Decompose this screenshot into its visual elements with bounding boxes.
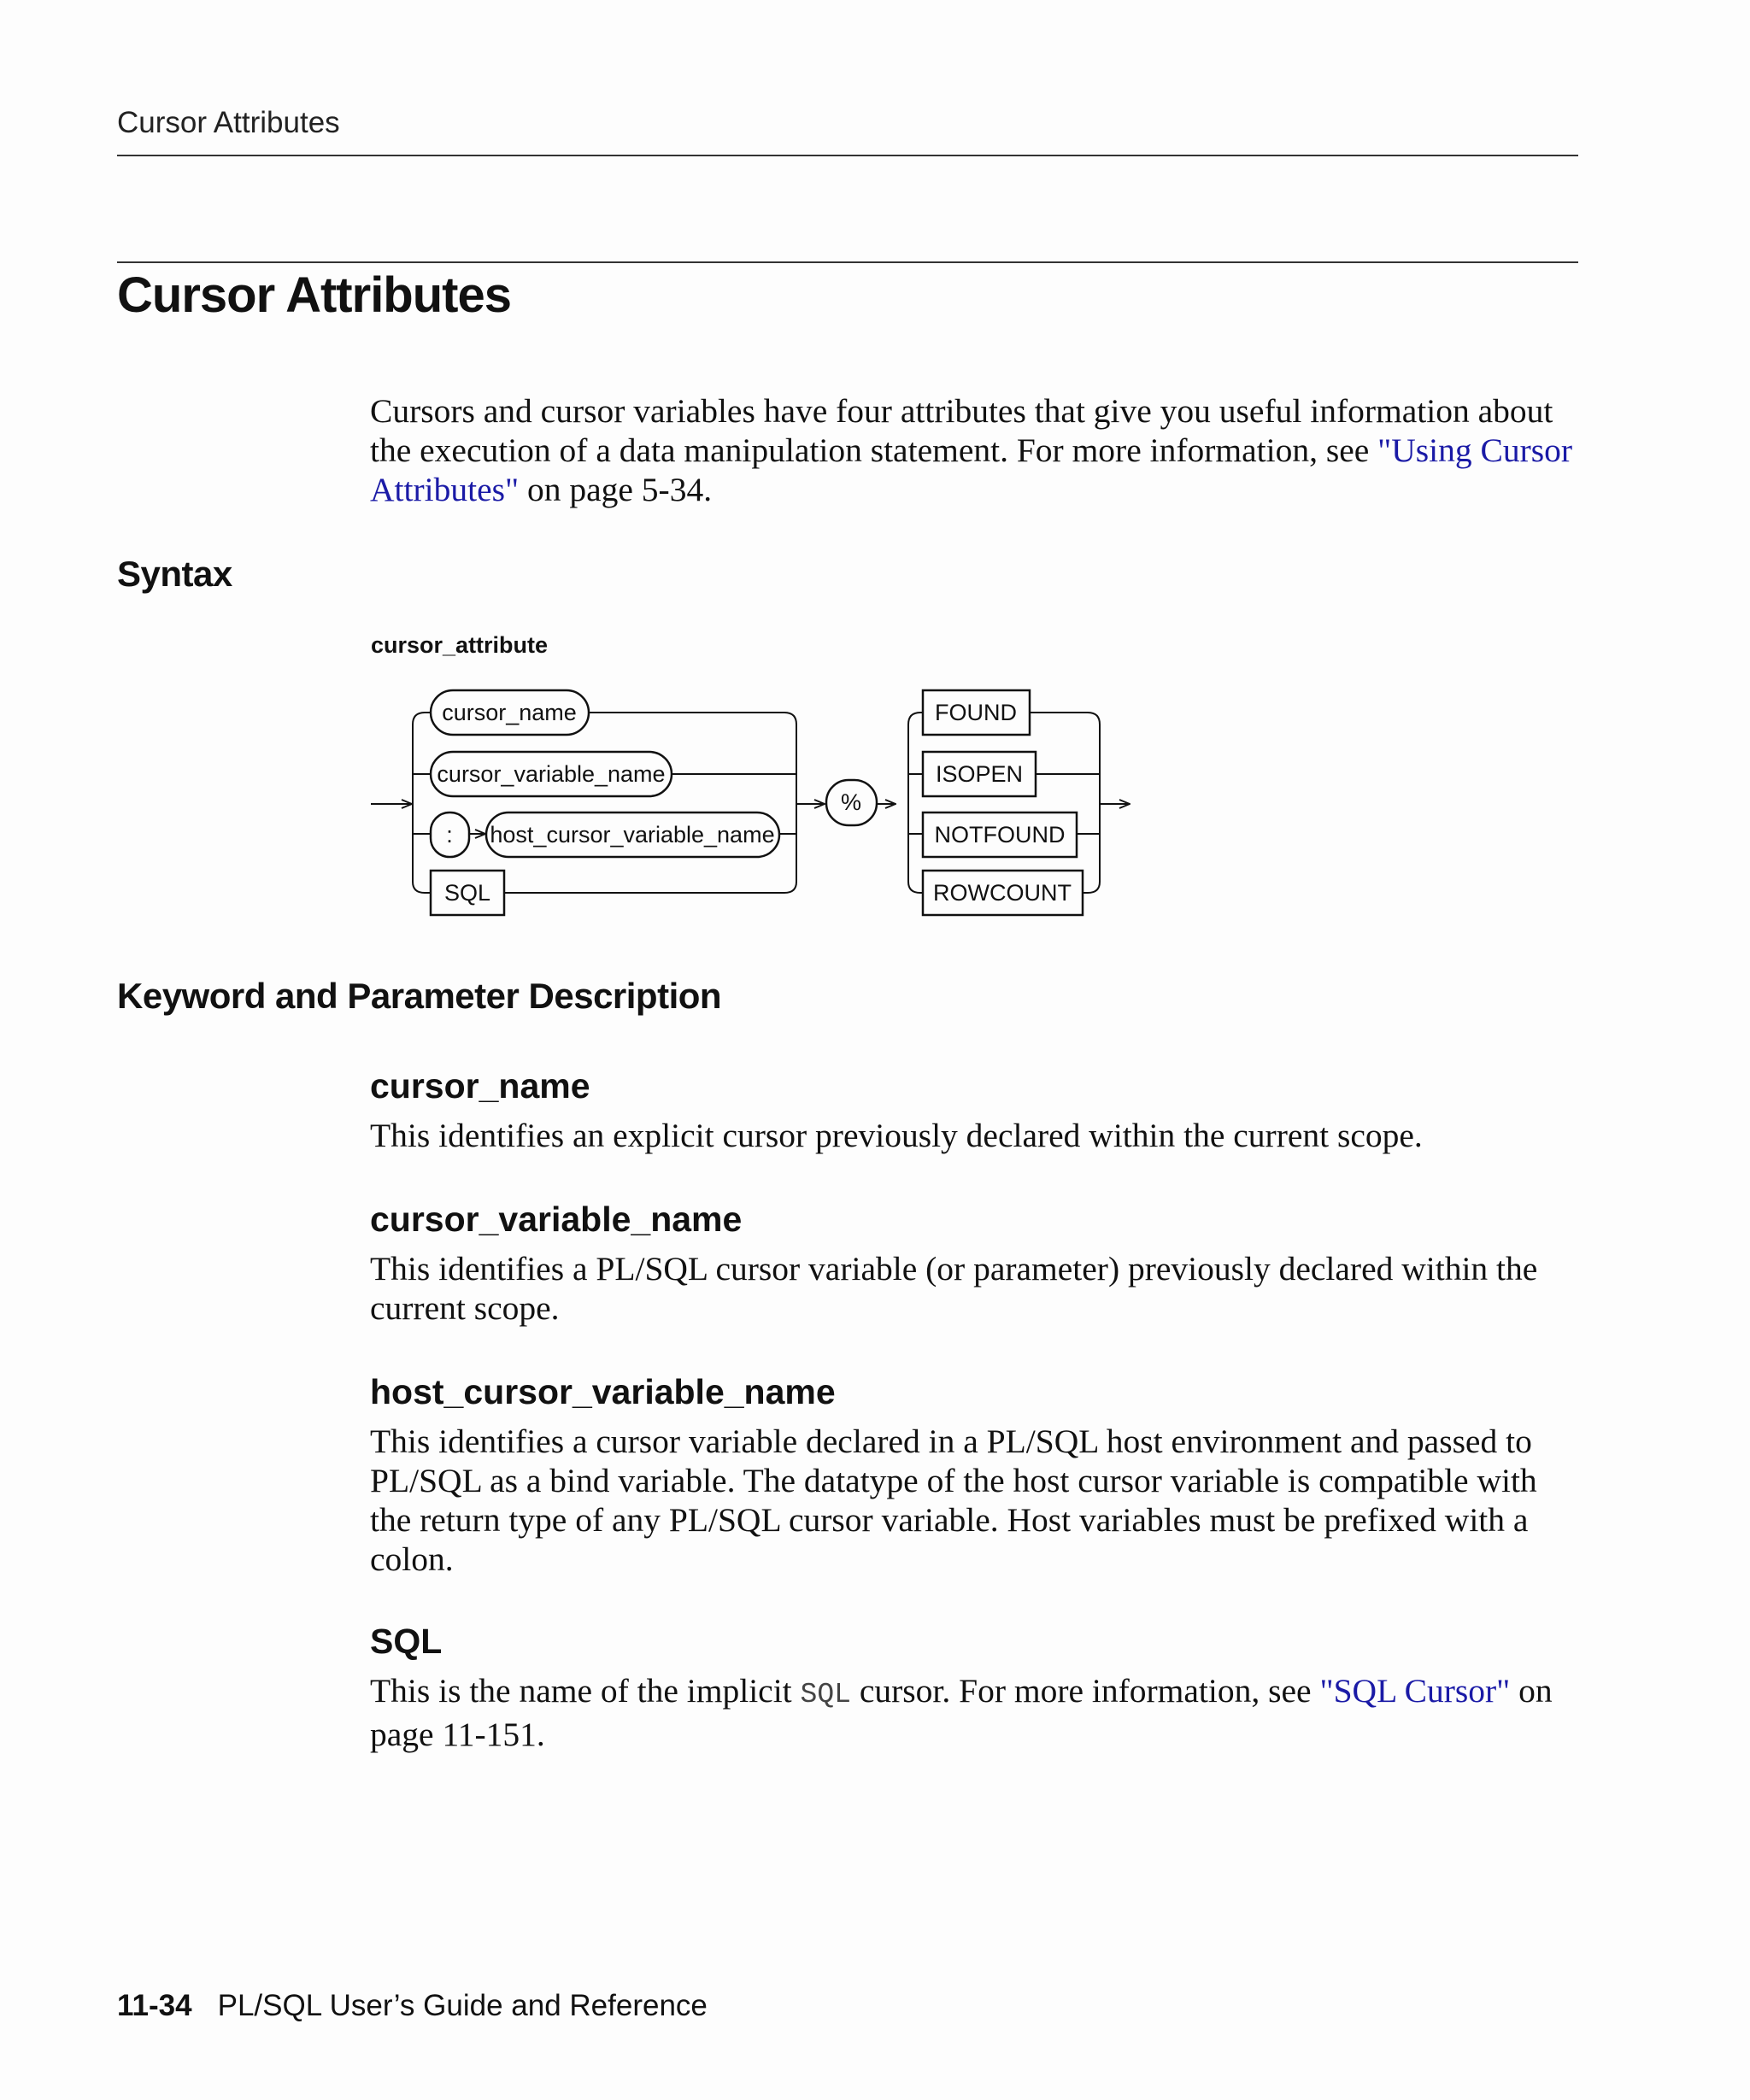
diagram-separator-label: % [840,789,862,815]
desc-sql [370,1671,1583,1754]
diagram-source-label: cursor_name [442,700,577,725]
diagram-node-cursor-name [431,690,589,735]
intro-text: Cursors and cursor variables have four attributes that give you useful information about the execution of a data manipulation statement. For more information, see [370,392,1553,469]
diagram-node-sql [431,871,504,915]
keywords-heading: Keyword and Parameter Description [117,976,722,1016]
diagram-attribute-label: ISOPEN [935,761,1024,787]
page-footer [117,1989,708,2023]
diagram-node-rowcount [923,871,1083,915]
diagram-attribute-label: FOUND [935,700,1017,725]
page-title: Cursor Attributes [117,267,511,323]
diagram-node-notfound [923,812,1077,857]
syntax-heading: Syntax [117,554,232,594]
sql-code: SQL [800,1679,851,1710]
desc-sql-page-ref: on page 11-151. [370,1672,1553,1753]
diagram-source-label: SQL [443,880,491,906]
term-sql: SQL [370,1622,443,1661]
diagram-attribute-label: ROWCOUNT [933,880,1072,906]
term-cursor-name: cursor_name [370,1066,590,1106]
diagram-source-label: host_cursor_variable_name [490,822,775,848]
page-number: 11-34 [117,1989,192,2022]
diagram-node-found [923,690,1030,735]
desc-sql-text-2: cursor. For more information, see [850,1672,1320,1710]
diagram-node-isopen [923,752,1036,796]
diagram-node-cursor-variable-name [431,752,672,796]
sql-cursor-link[interactable]: "SQL Cursor" [1319,1672,1511,1710]
intro-page-ref: on page 5-34. [519,471,713,508]
diagram-source-label: cursor_variable_name [437,761,666,787]
desc-cursor-variable-name: This identifies a PL/SQL cursor variable (or parameter) previously declared within the current scope. [370,1250,1538,1327]
term-host-cursor-variable-name: host_cursor_variable_name [370,1372,836,1411]
diagram-node-colon [431,812,469,857]
diagram-label: cursor_attribute [371,632,549,658]
desc-cursor-name: This identifies an explicit cursor previously declared within the current scope. [370,1117,1423,1154]
diagram-node-percent [826,780,877,825]
term-cursor-variable-name: cursor_variable_name [370,1200,743,1239]
diagram-node-host-cursor-variable-name [486,812,779,857]
running-header: Cursor Attributes [117,106,340,139]
diagram-attribute-label: NOTFOUND [934,822,1066,848]
using-cursor-attributes-link[interactable]: "Using Cursor Attributes" [370,431,1573,508]
diagram-source-label: : [446,822,453,848]
book-title: PL/SQL User’s Guide and Reference [217,1989,708,2022]
desc-sql-text: This is the name of the implicit [370,1672,801,1710]
desc-host-cursor-variable-name: This identifies a cursor variable declared in a PL/SQL host environment and passed to PL/SQL as a bind variable. The datatype of the host cursor variable is compatible with the return type of any PL/SQL cursor variable. Host variables must be prefixed with a colon. [370,1422,1537,1578]
syntax-diagram [0,0,1750,940]
